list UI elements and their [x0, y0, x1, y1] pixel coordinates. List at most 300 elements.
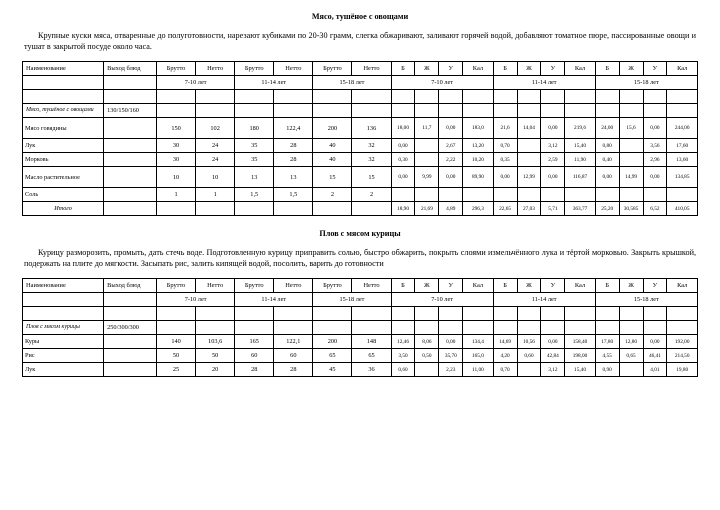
cell-brutto-7-10: 1	[157, 188, 196, 202]
empty-cell	[439, 104, 463, 118]
cell-kal: 19,80	[667, 363, 698, 377]
empty-cell	[541, 307, 565, 321]
empty-cell	[643, 90, 667, 104]
cell-b: 17,80	[595, 335, 619, 349]
empty-cell	[595, 90, 619, 104]
cell-kal: 13,20	[463, 139, 493, 153]
cell-brutto-11-14: 165	[235, 335, 274, 349]
header-cell: Брутто	[313, 62, 352, 76]
cell-u: 42,84	[541, 349, 565, 363]
empty-cell	[23, 293, 104, 307]
cell-u: 3,12	[541, 139, 565, 153]
header-cell: Б	[391, 279, 415, 293]
cell-zh: 9,99	[415, 167, 439, 188]
header-cell: Кал	[667, 279, 698, 293]
empty-cell	[493, 307, 517, 321]
cell-brutto-15-18: 200	[313, 335, 352, 349]
cell-zh: 10,56	[517, 335, 541, 349]
cell-brutto-11-14: 35	[235, 139, 274, 153]
recipe-table-2	[22, 278, 698, 377]
empty-cell	[235, 321, 274, 335]
cell-b	[595, 188, 619, 202]
age-group-cell: 7-10 лет	[157, 293, 235, 307]
empty-cell	[517, 321, 541, 335]
cell-u: 46,41	[643, 349, 667, 363]
table-header-row	[23, 62, 698, 76]
cell-b: 12,46	[391, 335, 415, 349]
empty-cell	[104, 307, 157, 321]
cell-brutto-7-10: 140	[157, 335, 196, 349]
cell-netto-7-10: 20	[196, 363, 235, 377]
age-group-cell: 15-18 лет	[313, 76, 391, 90]
header-cell: Нетто	[274, 62, 313, 76]
empty-cell	[619, 90, 643, 104]
empty-cell	[313, 307, 352, 321]
cell-u: 0,00	[439, 118, 463, 139]
table-row	[23, 139, 698, 153]
header-cell: Брутто	[235, 62, 274, 76]
cell-netto-7-10: 50	[196, 349, 235, 363]
cell-b: 24,00	[595, 118, 619, 139]
cell-kal: 214,50	[667, 349, 698, 363]
cell-netto-15-18: 32	[352, 139, 391, 153]
cell-b: 0,60	[391, 363, 415, 377]
cell-b: 0,00	[391, 139, 415, 153]
cell-brutto-15-18: 40	[313, 139, 352, 153]
empty-cell	[352, 307, 391, 321]
cell-netto-11-14: 28	[274, 139, 313, 153]
empty-cell	[463, 104, 493, 118]
empty-cell	[235, 90, 274, 104]
empty-cell	[196, 307, 235, 321]
empty-cell	[565, 307, 595, 321]
table-header-row	[23, 279, 698, 293]
empty-cell	[493, 90, 517, 104]
cell-brutto-11-14: 28	[235, 363, 274, 377]
section-title-1: Мясо, тушёное с овощами	[311, 12, 409, 21]
table-row	[23, 167, 698, 188]
cell-u: 3,12	[541, 363, 565, 377]
dish-yield: 130/150/160	[104, 104, 157, 118]
empty-cell	[104, 349, 157, 363]
cell-brutto-7-10: 30	[157, 139, 196, 153]
header-cell: У	[643, 279, 667, 293]
header-cell: Выход блюд	[104, 279, 157, 293]
cell-zh: 12,80	[619, 335, 643, 349]
cell-kal: 219,6	[565, 118, 595, 139]
cell-b: 0,00	[493, 167, 517, 188]
cell-u: 2,23	[439, 363, 463, 377]
header-cell: Ж	[619, 279, 643, 293]
cell-brutto-15-18: 40	[313, 153, 352, 167]
cell-brutto-15-18: 65	[313, 349, 352, 363]
header-cell: Ж	[415, 62, 439, 76]
cell-zh: 0,65	[619, 349, 643, 363]
cell-b: 0,35	[493, 153, 517, 167]
cell-kal: 134,85	[667, 167, 698, 188]
empty-cell	[196, 90, 235, 104]
cell-b: 4,20	[493, 349, 517, 363]
cell-zh	[517, 363, 541, 377]
total-kal: 410,05	[667, 202, 698, 216]
cell-kal: 192,00	[667, 335, 698, 349]
empty-cell	[104, 167, 157, 188]
cell-brutto-7-10: 10	[157, 167, 196, 188]
total-kal: 296,3	[463, 202, 493, 216]
total-label: Итого	[23, 202, 104, 216]
empty-cell	[667, 104, 698, 118]
empty-cell	[391, 307, 415, 321]
empty-cell	[104, 293, 157, 307]
header-cell: У	[439, 279, 463, 293]
header-cell: Б	[595, 62, 619, 76]
table-row	[23, 118, 698, 139]
table-row	[23, 335, 698, 349]
empty-cell	[313, 104, 352, 118]
empty-cell	[517, 90, 541, 104]
cell-kal: 134,4	[463, 335, 493, 349]
total-zh: 27,03	[517, 202, 541, 216]
empty-cell	[643, 307, 667, 321]
empty-cell	[274, 307, 313, 321]
header-cell: У	[643, 62, 667, 76]
cell-zh: 14,04	[517, 118, 541, 139]
cell-u: 2,67	[439, 139, 463, 153]
empty-cell	[595, 307, 619, 321]
cell-u	[643, 188, 667, 202]
blank-row	[23, 90, 698, 104]
cell-netto-11-14: 28	[274, 363, 313, 377]
header-cell: Кал	[565, 62, 595, 76]
ingredient-name: Мясо говядины	[23, 118, 104, 139]
header-cell: Б	[493, 62, 517, 76]
cell-u: 0,00	[541, 118, 565, 139]
empty-cell	[517, 104, 541, 118]
table-row	[23, 153, 698, 167]
header-cell: Б	[391, 62, 415, 76]
empty-cell	[595, 321, 619, 335]
cell-zh	[619, 153, 643, 167]
empty-cell	[643, 104, 667, 118]
age-group-cell: 7-10 лет	[391, 76, 493, 90]
age-group-cell: 11-14 лет	[235, 76, 313, 90]
cell-kal: 116,87	[565, 167, 595, 188]
age-group-cell: 11-14 лет	[235, 293, 313, 307]
empty-cell	[352, 90, 391, 104]
cell-kal	[565, 188, 595, 202]
cell-zh: 14,99	[619, 167, 643, 188]
cell-kal	[463, 188, 493, 202]
cell-netto-11-14: 13	[274, 167, 313, 188]
empty-cell	[196, 321, 235, 335]
age-group-cell: 7-10 лет	[157, 76, 235, 90]
empty-cell	[274, 202, 313, 216]
cell-b: 0,70	[493, 139, 517, 153]
ingredient-name: Куры	[23, 335, 104, 349]
cell-zh	[619, 188, 643, 202]
header-cell: Кал	[565, 279, 595, 293]
empty-cell	[463, 321, 493, 335]
empty-cell	[104, 76, 157, 90]
header-cell: У	[439, 62, 463, 76]
empty-cell	[23, 90, 104, 104]
age-group-cell: 15-18 лет	[595, 76, 697, 90]
cell-b: 0,00	[595, 167, 619, 188]
empty-cell	[313, 202, 352, 216]
cell-netto-7-10: 1	[196, 188, 235, 202]
empty-cell	[595, 104, 619, 118]
empty-cell	[439, 321, 463, 335]
empty-cell	[274, 321, 313, 335]
empty-cell	[104, 153, 157, 167]
cell-zh	[517, 188, 541, 202]
empty-cell	[619, 307, 643, 321]
empty-cell	[196, 202, 235, 216]
cell-brutto-11-14: 180	[235, 118, 274, 139]
cell-kal: 89,90	[463, 167, 493, 188]
cell-kal: 11,00	[463, 363, 493, 377]
cell-netto-15-18: 2	[352, 188, 391, 202]
cell-u: 0,00	[643, 335, 667, 349]
cell-netto-15-18: 65	[352, 349, 391, 363]
dish-row	[23, 104, 698, 118]
age-group-row	[23, 76, 698, 90]
header-cell: Кал	[463, 62, 493, 76]
total-kal: 363,77	[565, 202, 595, 216]
empty-cell	[104, 90, 157, 104]
cell-b	[391, 188, 415, 202]
cell-b: 14,69	[493, 335, 517, 349]
empty-cell	[565, 104, 595, 118]
ingredient-name: Масло растительное	[23, 167, 104, 188]
cell-netto-11-14: 1,5	[274, 188, 313, 202]
section-description-2: Курицу разморозить, промыть, дать стечь воде. Подготовленную курицу приправить солью, быстро обжарить, покрыть слоями измельчённого лука и тёртой морковью. Закрыть крышкой, подержать на плите до мягкости. Засыпать рис, залить кипящей водой, посолить, варить до готовности	[24, 248, 696, 269]
empty-cell	[157, 321, 196, 335]
section-title-2: Плов с мясом курицы	[319, 229, 401, 239]
ingredient-name: Рис	[23, 349, 104, 363]
cell-zh: 0,60	[517, 349, 541, 363]
cell-b: 4,55	[595, 349, 619, 363]
empty-cell	[565, 90, 595, 104]
cell-kal: 17,60	[667, 139, 698, 153]
empty-cell	[196, 104, 235, 118]
cell-kal: 158,40	[565, 335, 595, 349]
table-row	[23, 188, 698, 202]
empty-cell	[493, 321, 517, 335]
cell-netto-11-14: 122,4	[274, 118, 313, 139]
cell-kal: 10,20	[463, 153, 493, 167]
cell-u	[541, 188, 565, 202]
empty-cell	[313, 90, 352, 104]
header-cell: У	[541, 62, 565, 76]
header-cell: Кал	[463, 279, 493, 293]
cell-kal: 15,40	[565, 363, 595, 377]
cell-b: 3,50	[391, 349, 415, 363]
total-b: 25,20	[595, 202, 619, 216]
cell-zh	[415, 363, 439, 377]
cell-netto-7-10: 24	[196, 153, 235, 167]
cell-netto-15-18: 136	[352, 118, 391, 139]
cell-u: 3,56	[643, 139, 667, 153]
cell-u: 0,00	[643, 167, 667, 188]
empty-cell	[104, 188, 157, 202]
cell-zh: 8,06	[415, 335, 439, 349]
ingredient-name: Лук	[23, 363, 104, 377]
empty-cell	[643, 321, 667, 335]
empty-cell	[157, 104, 196, 118]
blank-row	[23, 307, 698, 321]
cell-b: 0,30	[391, 153, 415, 167]
header-cell: Брутто	[313, 279, 352, 293]
empty-cell	[23, 307, 104, 321]
total-u: 5,71	[541, 202, 565, 216]
empty-cell	[274, 90, 313, 104]
cell-b: 0,00	[391, 167, 415, 188]
empty-cell	[541, 104, 565, 118]
empty-cell	[104, 139, 157, 153]
cell-b: 0,80	[595, 139, 619, 153]
empty-cell	[667, 307, 698, 321]
total-u: 4,89	[439, 202, 463, 216]
age-group-cell: 15-18 лет	[595, 293, 697, 307]
empty-cell	[415, 321, 439, 335]
cell-zh: 11,7	[415, 118, 439, 139]
total-b: 18,90	[391, 202, 415, 216]
ingredient-name: Морковь	[23, 153, 104, 167]
empty-cell	[565, 321, 595, 335]
empty-cell	[391, 104, 415, 118]
ingredient-name: Соль	[23, 188, 104, 202]
cell-u	[439, 188, 463, 202]
cell-b: 0,40	[595, 153, 619, 167]
cell-netto-7-10: 24	[196, 139, 235, 153]
total-zh: 30,585	[619, 202, 643, 216]
cell-u: 2,59	[541, 153, 565, 167]
ingredient-name: Лук	[23, 139, 104, 153]
cell-b: 21,6	[493, 118, 517, 139]
total-b: 22,65	[493, 202, 517, 216]
cell-u: 0,00	[643, 118, 667, 139]
cell-brutto-15-18: 45	[313, 363, 352, 377]
empty-cell	[235, 202, 274, 216]
age-group-cell: 7-10 лет	[391, 293, 493, 307]
cell-kal: 15,40	[565, 139, 595, 153]
cell-b: 0,90	[595, 363, 619, 377]
dish-yield: 250/300/300	[104, 321, 157, 335]
table-row	[23, 363, 698, 377]
cell-kal: 183,0	[463, 118, 493, 139]
empty-cell	[352, 104, 391, 118]
cell-zh: 15,6	[619, 118, 643, 139]
header-cell: Нетто	[196, 62, 235, 76]
header-cell: Б	[493, 279, 517, 293]
cell-netto-11-14: 60	[274, 349, 313, 363]
cell-zh: 0,50	[415, 349, 439, 363]
empty-cell	[415, 307, 439, 321]
empty-cell	[23, 76, 104, 90]
header-cell: Ж	[517, 62, 541, 76]
header-cell: Нетто	[352, 279, 391, 293]
dish-row	[23, 321, 698, 335]
cell-kal	[667, 188, 698, 202]
cell-u: 2,96	[643, 153, 667, 167]
empty-cell	[517, 307, 541, 321]
empty-cell	[157, 90, 196, 104]
empty-cell	[157, 202, 196, 216]
empty-cell	[463, 307, 493, 321]
header-cell: Ж	[415, 279, 439, 293]
cell-netto-15-18: 32	[352, 153, 391, 167]
cell-kal: 13,60	[667, 153, 698, 167]
age-group-cell: 11-14 лет	[493, 293, 595, 307]
total-zh: 21,69	[415, 202, 439, 216]
header-cell: Нетто	[274, 279, 313, 293]
cell-zh	[619, 139, 643, 153]
recipe-table-1	[22, 61, 698, 216]
cell-brutto-7-10: 30	[157, 153, 196, 167]
empty-cell	[391, 321, 415, 335]
empty-cell	[313, 321, 352, 335]
table-total-row	[23, 202, 698, 216]
dish-name: Плов с мясом курицы	[23, 321, 104, 335]
empty-cell	[235, 104, 274, 118]
empty-cell	[667, 90, 698, 104]
cell-brutto-15-18: 200	[313, 118, 352, 139]
cell-zh	[619, 363, 643, 377]
header-cell: Ж	[619, 62, 643, 76]
age-group-cell: 11-14 лет	[493, 76, 595, 90]
cell-zh: 12,99	[517, 167, 541, 188]
section-description-1: Крупные куски мяса, отваренные до полуготовности, нарезают кубиками по 20-30 грамм, слегка обжаривают, заливают горячей водой, добавляют томатное пюре, пассированные овощи и тушат в закрытой посуде около часа.	[24, 31, 696, 52]
dish-name: Мясо, тушёное с овощами	[23, 104, 104, 118]
empty-cell	[541, 321, 565, 335]
empty-cell	[352, 321, 391, 335]
cell-kal: 11,90	[565, 153, 595, 167]
empty-cell	[104, 118, 157, 139]
header-cell: Брутто	[157, 62, 196, 76]
age-group-row	[23, 293, 698, 307]
header-cell: У	[541, 279, 565, 293]
total-u: 6,52	[643, 202, 667, 216]
header-cell: Б	[595, 279, 619, 293]
cell-zh	[415, 188, 439, 202]
cell-b: 0,70	[493, 363, 517, 377]
cell-u: 4,01	[643, 363, 667, 377]
cell-brutto-11-14: 13	[235, 167, 274, 188]
cell-b: 18,00	[391, 118, 415, 139]
cell-kal: 198,00	[565, 349, 595, 363]
cell-u: 0,00	[541, 167, 565, 188]
empty-cell	[439, 307, 463, 321]
cell-netto-11-14: 122,1	[274, 335, 313, 349]
cell-zh	[415, 139, 439, 153]
cell-u: 2,22	[439, 153, 463, 167]
empty-cell	[439, 90, 463, 104]
cell-brutto-7-10: 25	[157, 363, 196, 377]
cell-netto-15-18: 148	[352, 335, 391, 349]
header-cell: Нетто	[352, 62, 391, 76]
cell-zh	[517, 153, 541, 167]
cell-zh	[415, 153, 439, 167]
empty-cell	[157, 307, 196, 321]
empty-cell	[619, 321, 643, 335]
cell-netto-11-14: 28	[274, 153, 313, 167]
cell-netto-15-18: 36	[352, 363, 391, 377]
header-cell: Кал	[667, 62, 698, 76]
header-cell: Наименование	[23, 62, 104, 76]
cell-netto-7-10: 103,6	[196, 335, 235, 349]
cell-u: 0,00	[439, 335, 463, 349]
